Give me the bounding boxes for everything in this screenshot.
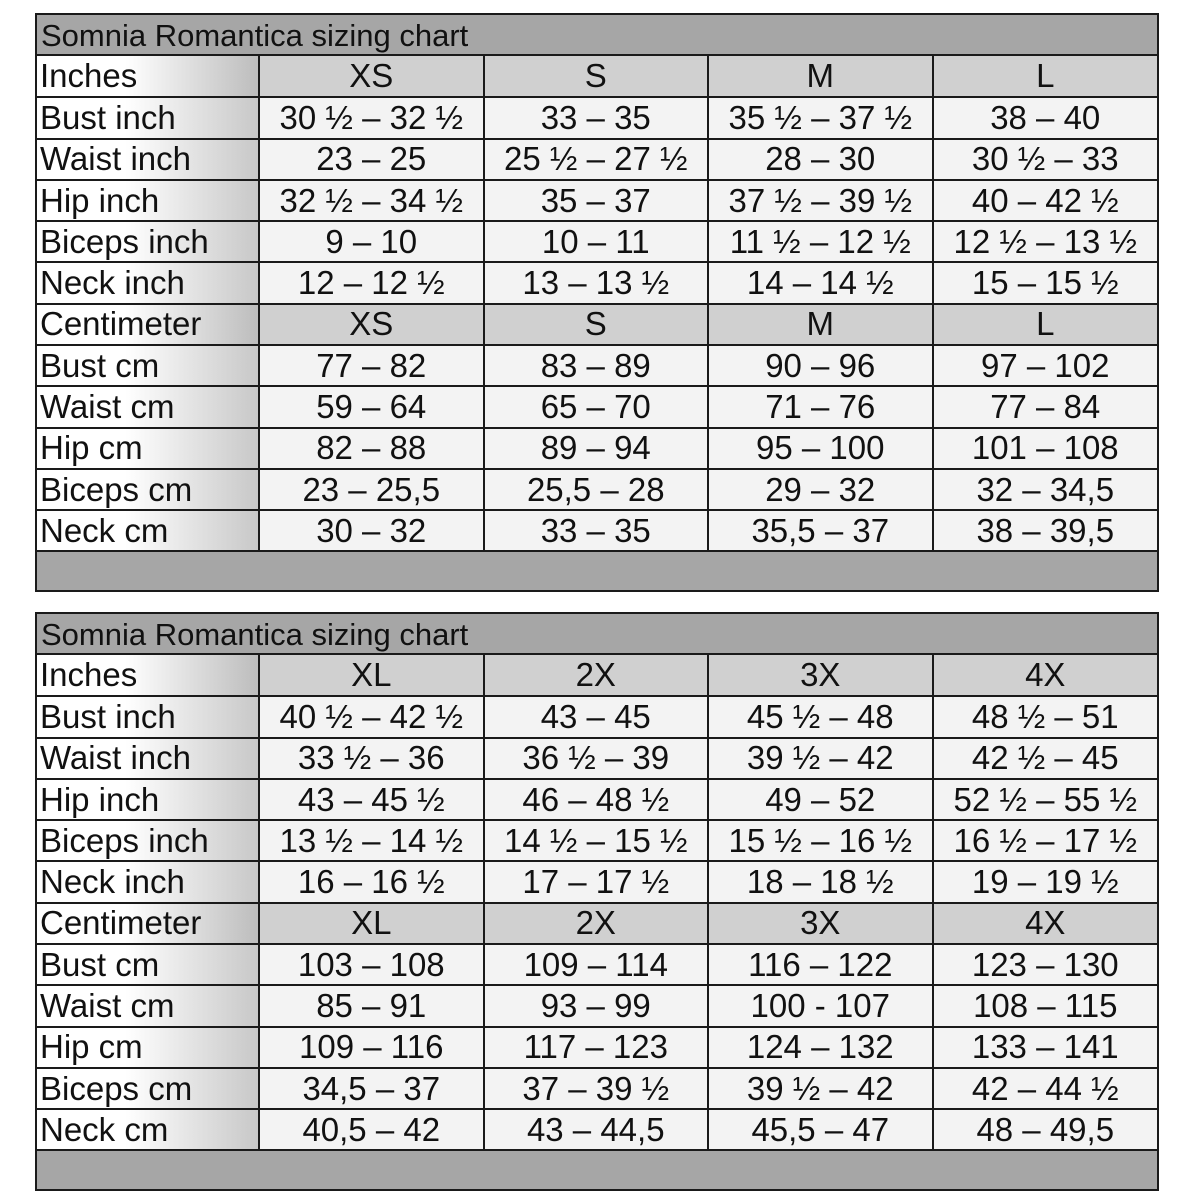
measurement-value: 23 – 25,5 [259, 469, 484, 510]
size-header: XL [259, 903, 484, 944]
size-header: 3X [708, 655, 933, 696]
measurement-value: 32 ½ – 34 ½ [259, 180, 484, 221]
measurement-value: 30 – 32 [259, 510, 484, 551]
measurement-label: Biceps inch [37, 221, 259, 262]
measurement-value: 109 – 116 [259, 1027, 484, 1068]
measurement-value: 37 ½ – 39 ½ [708, 180, 933, 221]
size-header: XS [259, 304, 484, 345]
measurement-row [37, 97, 1157, 138]
size-header: XL [259, 655, 484, 696]
measurement-value: 16 ½ – 17 ½ [933, 820, 1158, 861]
size-header: XS [259, 56, 484, 97]
measurement-label: Biceps cm [37, 469, 259, 510]
unit-header-row [37, 56, 1157, 97]
size-header: S [484, 56, 709, 97]
measurement-label: Neck inch [37, 262, 259, 303]
measurement-value: 45,5 – 47 [708, 1109, 933, 1150]
measurement-value: 65 – 70 [484, 386, 709, 427]
measurement-label: Waist inch [37, 139, 259, 180]
measurement-value: 46 – 48 ½ [484, 779, 709, 820]
measurement-label: Bust inch [37, 97, 259, 138]
measurement-value: 40 – 42 ½ [933, 180, 1158, 221]
measurement-value: 83 – 89 [484, 345, 709, 386]
unit-label: Centimeter [37, 304, 259, 345]
measurement-row [37, 944, 1157, 985]
measurement-label: Waist cm [37, 386, 259, 427]
measurement-value: 12 ½ – 13 ½ [933, 221, 1158, 262]
size-header: M [708, 56, 933, 97]
size-header: 2X [484, 903, 709, 944]
measurement-value: 19 – 19 ½ [933, 861, 1158, 902]
measurement-value: 100 - 107 [708, 985, 933, 1026]
measurement-value: 14 – 14 ½ [708, 262, 933, 303]
measurement-value: 16 – 16 ½ [259, 861, 484, 902]
measurement-row [37, 386, 1157, 427]
measurement-value: 13 ½ – 14 ½ [259, 820, 484, 861]
unit-label: Inches [37, 655, 259, 696]
measurement-value: 34,5 – 37 [259, 1068, 484, 1109]
measurement-label: Hip inch [37, 779, 259, 820]
measurement-value: 42 – 44 ½ [933, 1068, 1158, 1109]
measurement-value: 40 ½ – 42 ½ [259, 696, 484, 737]
measurement-value: 33 ½ – 36 [259, 738, 484, 779]
measurement-value: 15 ½ – 16 ½ [708, 820, 933, 861]
measurement-value: 28 – 30 [708, 139, 933, 180]
measurement-value: 11 ½ – 12 ½ [708, 221, 933, 262]
measurement-value: 35 ½ – 37 ½ [708, 97, 933, 138]
measurement-value: 103 – 108 [259, 944, 484, 985]
measurement-value: 10 – 11 [484, 221, 709, 262]
measurement-label: Hip cm [37, 1027, 259, 1068]
measurement-value: 49 – 52 [708, 779, 933, 820]
measurement-value: 15 – 15 ½ [933, 262, 1158, 303]
unit-header-row [37, 903, 1157, 944]
measurement-row [37, 428, 1157, 469]
size-header: L [933, 304, 1158, 345]
measurement-label: Hip cm [37, 428, 259, 469]
measurement-value: 39 ½ – 42 [708, 738, 933, 779]
sizing-table [37, 655, 1157, 1152]
measurement-value: 17 – 17 ½ [484, 861, 709, 902]
size-header: 3X [708, 903, 933, 944]
measurement-value: 14 ½ – 15 ½ [484, 820, 709, 861]
measurement-value: 43 – 45 ½ [259, 779, 484, 820]
unit-label: Inches [37, 56, 259, 97]
measurement-label: Hip inch [37, 180, 259, 221]
unit-header-row [37, 304, 1157, 345]
measurement-value: 45 ½ – 48 [708, 696, 933, 737]
measurement-label: Bust cm [37, 944, 259, 985]
measurement-row [37, 1068, 1157, 1109]
sizing-chart-xl-4x [35, 612, 1159, 1191]
measurement-value: 48 ½ – 51 [933, 696, 1158, 737]
size-header: 2X [484, 655, 709, 696]
measurement-value: 38 – 39,5 [933, 510, 1158, 551]
measurement-value: 101 – 108 [933, 428, 1158, 469]
measurement-value: 43 – 44,5 [484, 1109, 709, 1150]
measurement-row [37, 221, 1157, 262]
measurement-value: 48 – 49,5 [933, 1109, 1158, 1150]
measurement-row [37, 738, 1157, 779]
measurement-row [37, 139, 1157, 180]
size-header: M [708, 304, 933, 345]
measurement-row [37, 985, 1157, 1026]
measurement-value: 77 – 84 [933, 386, 1158, 427]
measurement-label: Bust cm [37, 345, 259, 386]
measurement-value: 117 – 123 [484, 1027, 709, 1068]
chart-title: Somnia Romantica sizing chart [37, 614, 1157, 655]
measurement-value: 109 – 114 [484, 944, 709, 985]
measurement-value: 29 – 32 [708, 469, 933, 510]
measurement-value: 59 – 64 [259, 386, 484, 427]
measurement-label: Biceps cm [37, 1068, 259, 1109]
measurement-value: 23 – 25 [259, 139, 484, 180]
measurement-value: 25,5 – 28 [484, 469, 709, 510]
measurement-value: 43 – 45 [484, 696, 709, 737]
measurement-value: 93 – 99 [484, 985, 709, 1026]
measurement-value: 25 ½ – 27 ½ [484, 139, 709, 180]
measurement-row [37, 180, 1157, 221]
measurement-value: 133 – 141 [933, 1027, 1158, 1068]
measurement-value: 35 – 37 [484, 180, 709, 221]
measurement-label: Neck inch [37, 861, 259, 902]
measurement-row [37, 820, 1157, 861]
measurement-row [37, 696, 1157, 737]
chart-footer-bar [37, 1149, 1157, 1189]
measurement-value: 82 – 88 [259, 428, 484, 469]
measurement-row [37, 345, 1157, 386]
measurement-value: 9 – 10 [259, 221, 484, 262]
size-header: 4X [933, 903, 1158, 944]
chart-footer-bar [37, 550, 1157, 590]
measurement-value: 123 – 130 [933, 944, 1158, 985]
measurement-value: 33 – 35 [484, 97, 709, 138]
measurement-row [37, 262, 1157, 303]
measurement-label: Waist cm [37, 985, 259, 1026]
size-header: L [933, 56, 1158, 97]
measurement-value: 90 – 96 [708, 345, 933, 386]
measurement-value: 13 – 13 ½ [484, 262, 709, 303]
measurement-value: 71 – 76 [708, 386, 933, 427]
measurement-label: Neck cm [37, 510, 259, 551]
measurement-row [37, 1109, 1157, 1150]
measurement-value: 35,5 – 37 [708, 510, 933, 551]
measurement-value: 39 ½ – 42 [708, 1068, 933, 1109]
measurement-value: 42 ½ – 45 [933, 738, 1158, 779]
measurement-value: 30 ½ – 33 [933, 139, 1158, 180]
measurement-row [37, 510, 1157, 551]
measurement-label: Neck cm [37, 1109, 259, 1150]
measurement-value: 36 ½ – 39 [484, 738, 709, 779]
measurement-value: 18 – 18 ½ [708, 861, 933, 902]
measurement-value: 85 – 91 [259, 985, 484, 1026]
measurement-label: Biceps inch [37, 820, 259, 861]
measurement-value: 33 – 35 [484, 510, 709, 551]
measurement-value: 32 – 34,5 [933, 469, 1158, 510]
measurement-value: 12 – 12 ½ [259, 262, 484, 303]
measurement-row [37, 779, 1157, 820]
measurement-row [37, 1027, 1157, 1068]
measurement-value: 38 – 40 [933, 97, 1158, 138]
measurement-value: 89 – 94 [484, 428, 709, 469]
sizing-table [37, 56, 1157, 553]
measurement-value: 124 – 132 [708, 1027, 933, 1068]
measurement-row [37, 861, 1157, 902]
measurement-value: 30 ½ – 32 ½ [259, 97, 484, 138]
measurement-value: 108 – 115 [933, 985, 1158, 1026]
chart-title: Somnia Romantica sizing chart [37, 15, 1157, 56]
measurement-value: 40,5 – 42 [259, 1109, 484, 1150]
size-header: S [484, 304, 709, 345]
sizing-chart-xs-l [35, 13, 1159, 592]
unit-header-row [37, 655, 1157, 696]
measurement-value: 97 – 102 [933, 345, 1158, 386]
measurement-label: Bust inch [37, 696, 259, 737]
measurement-value: 52 ½ – 55 ½ [933, 779, 1158, 820]
size-header: 4X [933, 655, 1158, 696]
measurement-value: 77 – 82 [259, 345, 484, 386]
measurement-value: 116 – 122 [708, 944, 933, 985]
measurement-label: Waist inch [37, 738, 259, 779]
measurement-row [37, 469, 1157, 510]
unit-label: Centimeter [37, 903, 259, 944]
measurement-value: 37 – 39 ½ [484, 1068, 709, 1109]
measurement-value: 95 – 100 [708, 428, 933, 469]
